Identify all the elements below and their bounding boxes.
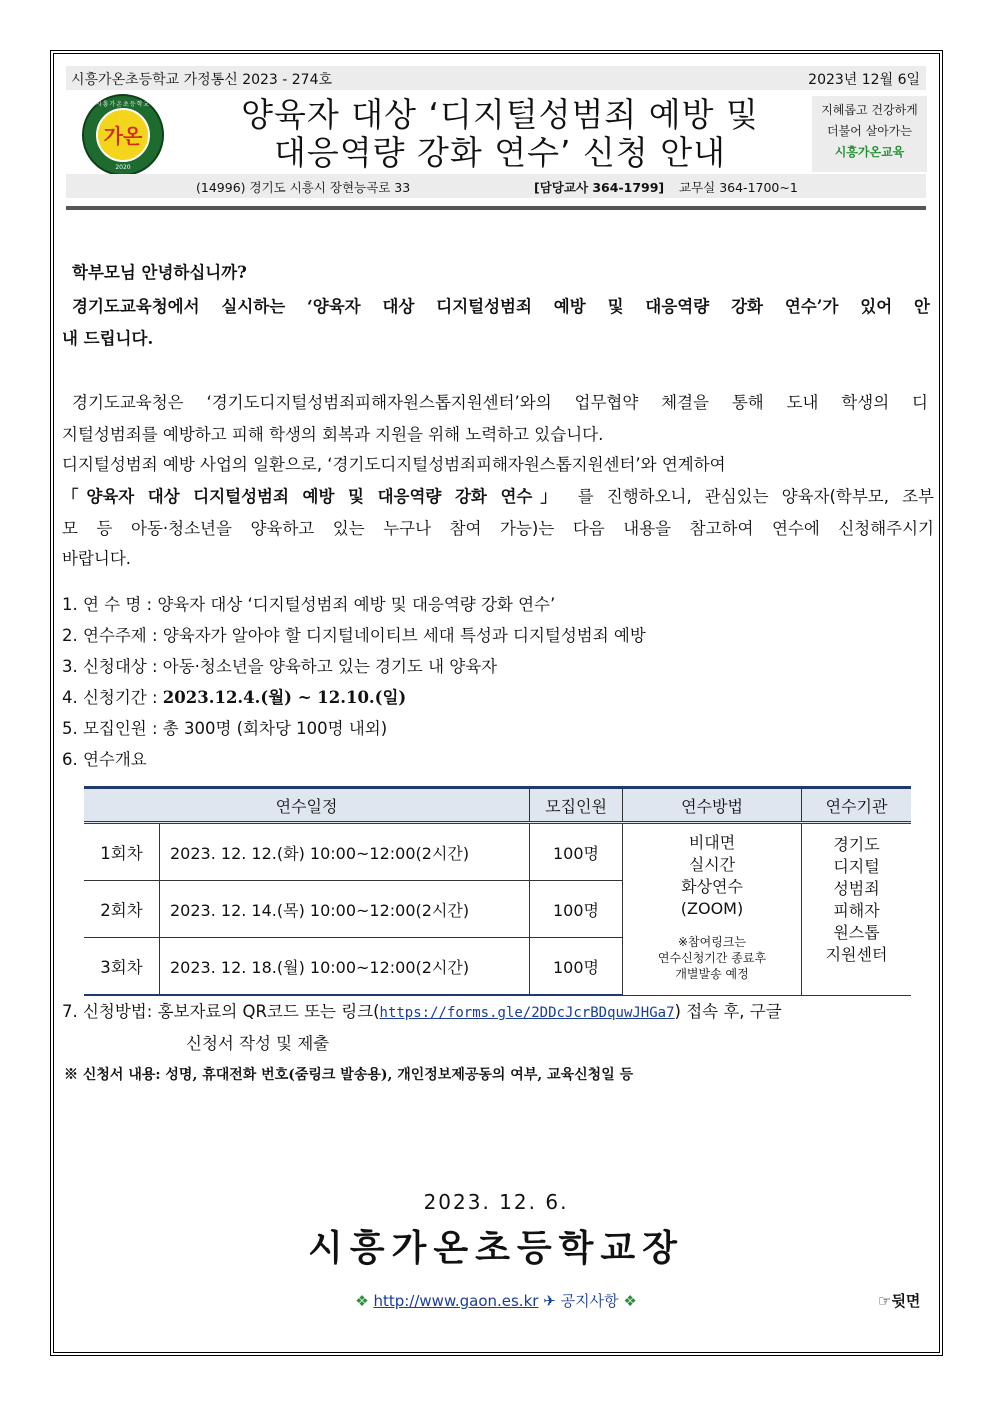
apply-text-post: ) 접속 후, 구글 [674,1002,782,1021]
notice-link[interactable]: 공지사항 [560,1292,619,1310]
org-line: 원스톱 [833,923,880,942]
header-method: 연수방법 [623,788,802,823]
body-para2-line2-rest: 를 진행하오니, 관심있는 양육자(학부모, 조부 [564,487,934,506]
count-cell: 100명 [530,823,623,881]
list-item [62,594,555,616]
org-line: 경기도 [833,835,880,854]
item-label: 2. 연수주제 : [62,626,163,645]
header-count: 모집인원 [530,788,623,823]
body-para2-line3: 모 등 아동·청소년을 양육하고 있는 누구나 참여 가능)는 다음 내용을 참고하여 연수에 신청해주시기 [62,519,934,538]
school-website-link[interactable]: http://www.gaon.es.kr [373,1292,539,1310]
count-cell: 100명 [530,881,623,938]
body-para1-line2: 지털성범죄를 예방하고 피해 학생의 회복과 지원을 위해 노력하고 있습니다. [62,425,604,444]
closing-date: 2023. 12. 6. [423,1190,569,1214]
org-line: 지원센터 [825,945,888,964]
page-title [200,96,800,172]
newsletter-number: 시흥가온초등학교 가정통신 2023 - 274호 [71,72,333,88]
body-para2-line4: 바랍니다. [62,549,132,568]
airplane-icon: ✈ [543,1292,556,1310]
header-schedule: 연수일정 [84,788,530,823]
item-value: 총 300명 (회차당 100명 내외) [162,719,388,738]
title-line-1: 양육자 대상 ‘디지털성범죄 예방 및 [241,95,759,134]
method-cell [623,823,802,996]
school-motto [812,96,927,172]
method-line: 화상연수 [681,877,743,896]
item-label: 4. 신청기간 : [62,688,163,707]
motto-line-1: 지혜롭고 건강하게 [821,103,918,117]
org-line: 피해자 [833,901,880,920]
issue-date: 2023년 12월 6일 [808,72,920,88]
body-para1-line1: 경기도교육청은 ‘경기도디지털성범죄피해자원스톱지원센터’와의 업무협약 체결을 통해 도내 학생의 디 [72,393,928,412]
date-cell: 2023. 12. 14.(목) 10:00~12:00(2시간) [160,881,530,938]
item-value: 2023.12.4.(월) ~ 12.10.(일) [162,688,407,707]
body-para2-line1: 디지털성범죄 예방 사업의 일환으로, ‘경기도디지털성범죄피해자원스톱지원센터’와 연계하여 [62,455,726,474]
table-row [84,823,911,881]
round-cell: 3회차 [84,938,160,996]
motto-line-2: 더불어 살아가는 [827,124,912,138]
apply-note: ※ 신청서 내용: 성명, 휴대전화 번호(줌링크 발송용), 개인정보제공동의 여부, 교육신청일 등 [64,1067,634,1083]
round-cell: 2회차 [84,881,160,938]
org-cell [802,823,912,996]
emblem-center [96,108,150,162]
principal-signature: 시흥가온초등학교장 [308,1227,684,1269]
method-line: (ZOOM) [680,899,744,918]
date-cell: 2023. 12. 12.(화) 10:00~12:00(2시간) [160,823,530,881]
table-header-row [84,788,911,823]
schedule-table [84,786,911,996]
header-divider [66,206,926,210]
org-line: 성범죄 [833,879,880,898]
method-note [624,934,800,982]
method-note-line: ※참여링크는 [677,935,746,949]
method-line: 실시간 [688,855,736,874]
item-label: 1. 연 수 명 : [62,595,158,614]
date-cell: 2023. 12. 18.(월) 10:00~12:00(2시간) [160,938,530,996]
diamond-icon: ❖ [355,1292,369,1310]
apply-method-line-1 [62,1001,938,1024]
list-item [62,687,406,709]
greeting-line-2: 경기도교육청에서 실시하는 ‘양육자 대상 디지털성범죄 예방 및 대응역량 강화 연수’가 있어 안 [72,297,930,316]
item-label: 3. 신청대상 : [62,657,163,676]
apply-label: 7. 신청방법: [62,1002,158,1021]
emblem-ring-text: 시흥가온초등학교 [95,101,151,108]
emblem-year: 2020 [115,164,131,171]
back-page-pointer: ☞뒷면 [878,1292,921,1310]
list-item [62,718,387,740]
body-para2-line2 [62,486,934,508]
method-note-line: 개별발송 예정 [675,967,749,981]
method-line: 비대면 [688,833,736,852]
motto-line-3: 시흥가온교육 [834,145,905,159]
course-name-bold: 「양육자 대상 디지털성범죄 예방 및 대응역량 강화 연수」 [62,487,565,506]
item-value: 양육자 대상 ‘디지털성범죄 예방 및 대응역량 강화 연수’ [157,595,556,614]
footer [0,1290,992,1311]
item-value: 아동·청소년을 양육하고 있는 경기도 내 양육자 [162,657,498,676]
apply-method-line-2: 신청서 작성 및 제출 [186,1034,330,1053]
round-cell: 1회차 [84,823,160,881]
teacher-contact: [담당교사 364-1799] [534,180,665,195]
school-address: (14996) 경기도 시흥시 장현능곡로 33 [196,180,411,195]
office-contact: 교무실 364-1700~1 [679,180,798,195]
org-line: 디지털 [833,857,880,876]
form-link[interactable]: https://forms.gle/2DDcJcrBDquwJHGa7 [379,1005,675,1021]
count-cell: 100명 [530,938,623,996]
item-label: 6. 연수개요 [62,750,147,769]
list-item [62,625,646,647]
school-emblem-icon [82,94,164,176]
header-bar [66,66,926,90]
title-line-2: 대응역량 강화 연수’ 신청 안내 [274,133,726,172]
list-item [62,656,497,678]
item-label: 5. 모집인원 : [62,719,163,738]
diamond-icon: ❖ [623,1292,637,1310]
header-org: 연수기관 [802,788,912,823]
greeting-line-3: 내 드립니다. [62,329,154,348]
item-value: 양육자가 알아야 할 디지털네이티브 세대 특성과 디지털성범죄 예방 [162,626,646,645]
address-bar [66,174,926,198]
apply-text: 홍보자료의 QR코드 또는 링크( [157,1002,380,1021]
method-note-line: 연수신청기간 종료후 [657,951,767,965]
greeting-line-1: 학부모님 안녕하십니까? [72,263,247,282]
list-item [62,749,147,771]
emblem-center-text: 가온 [103,124,143,148]
